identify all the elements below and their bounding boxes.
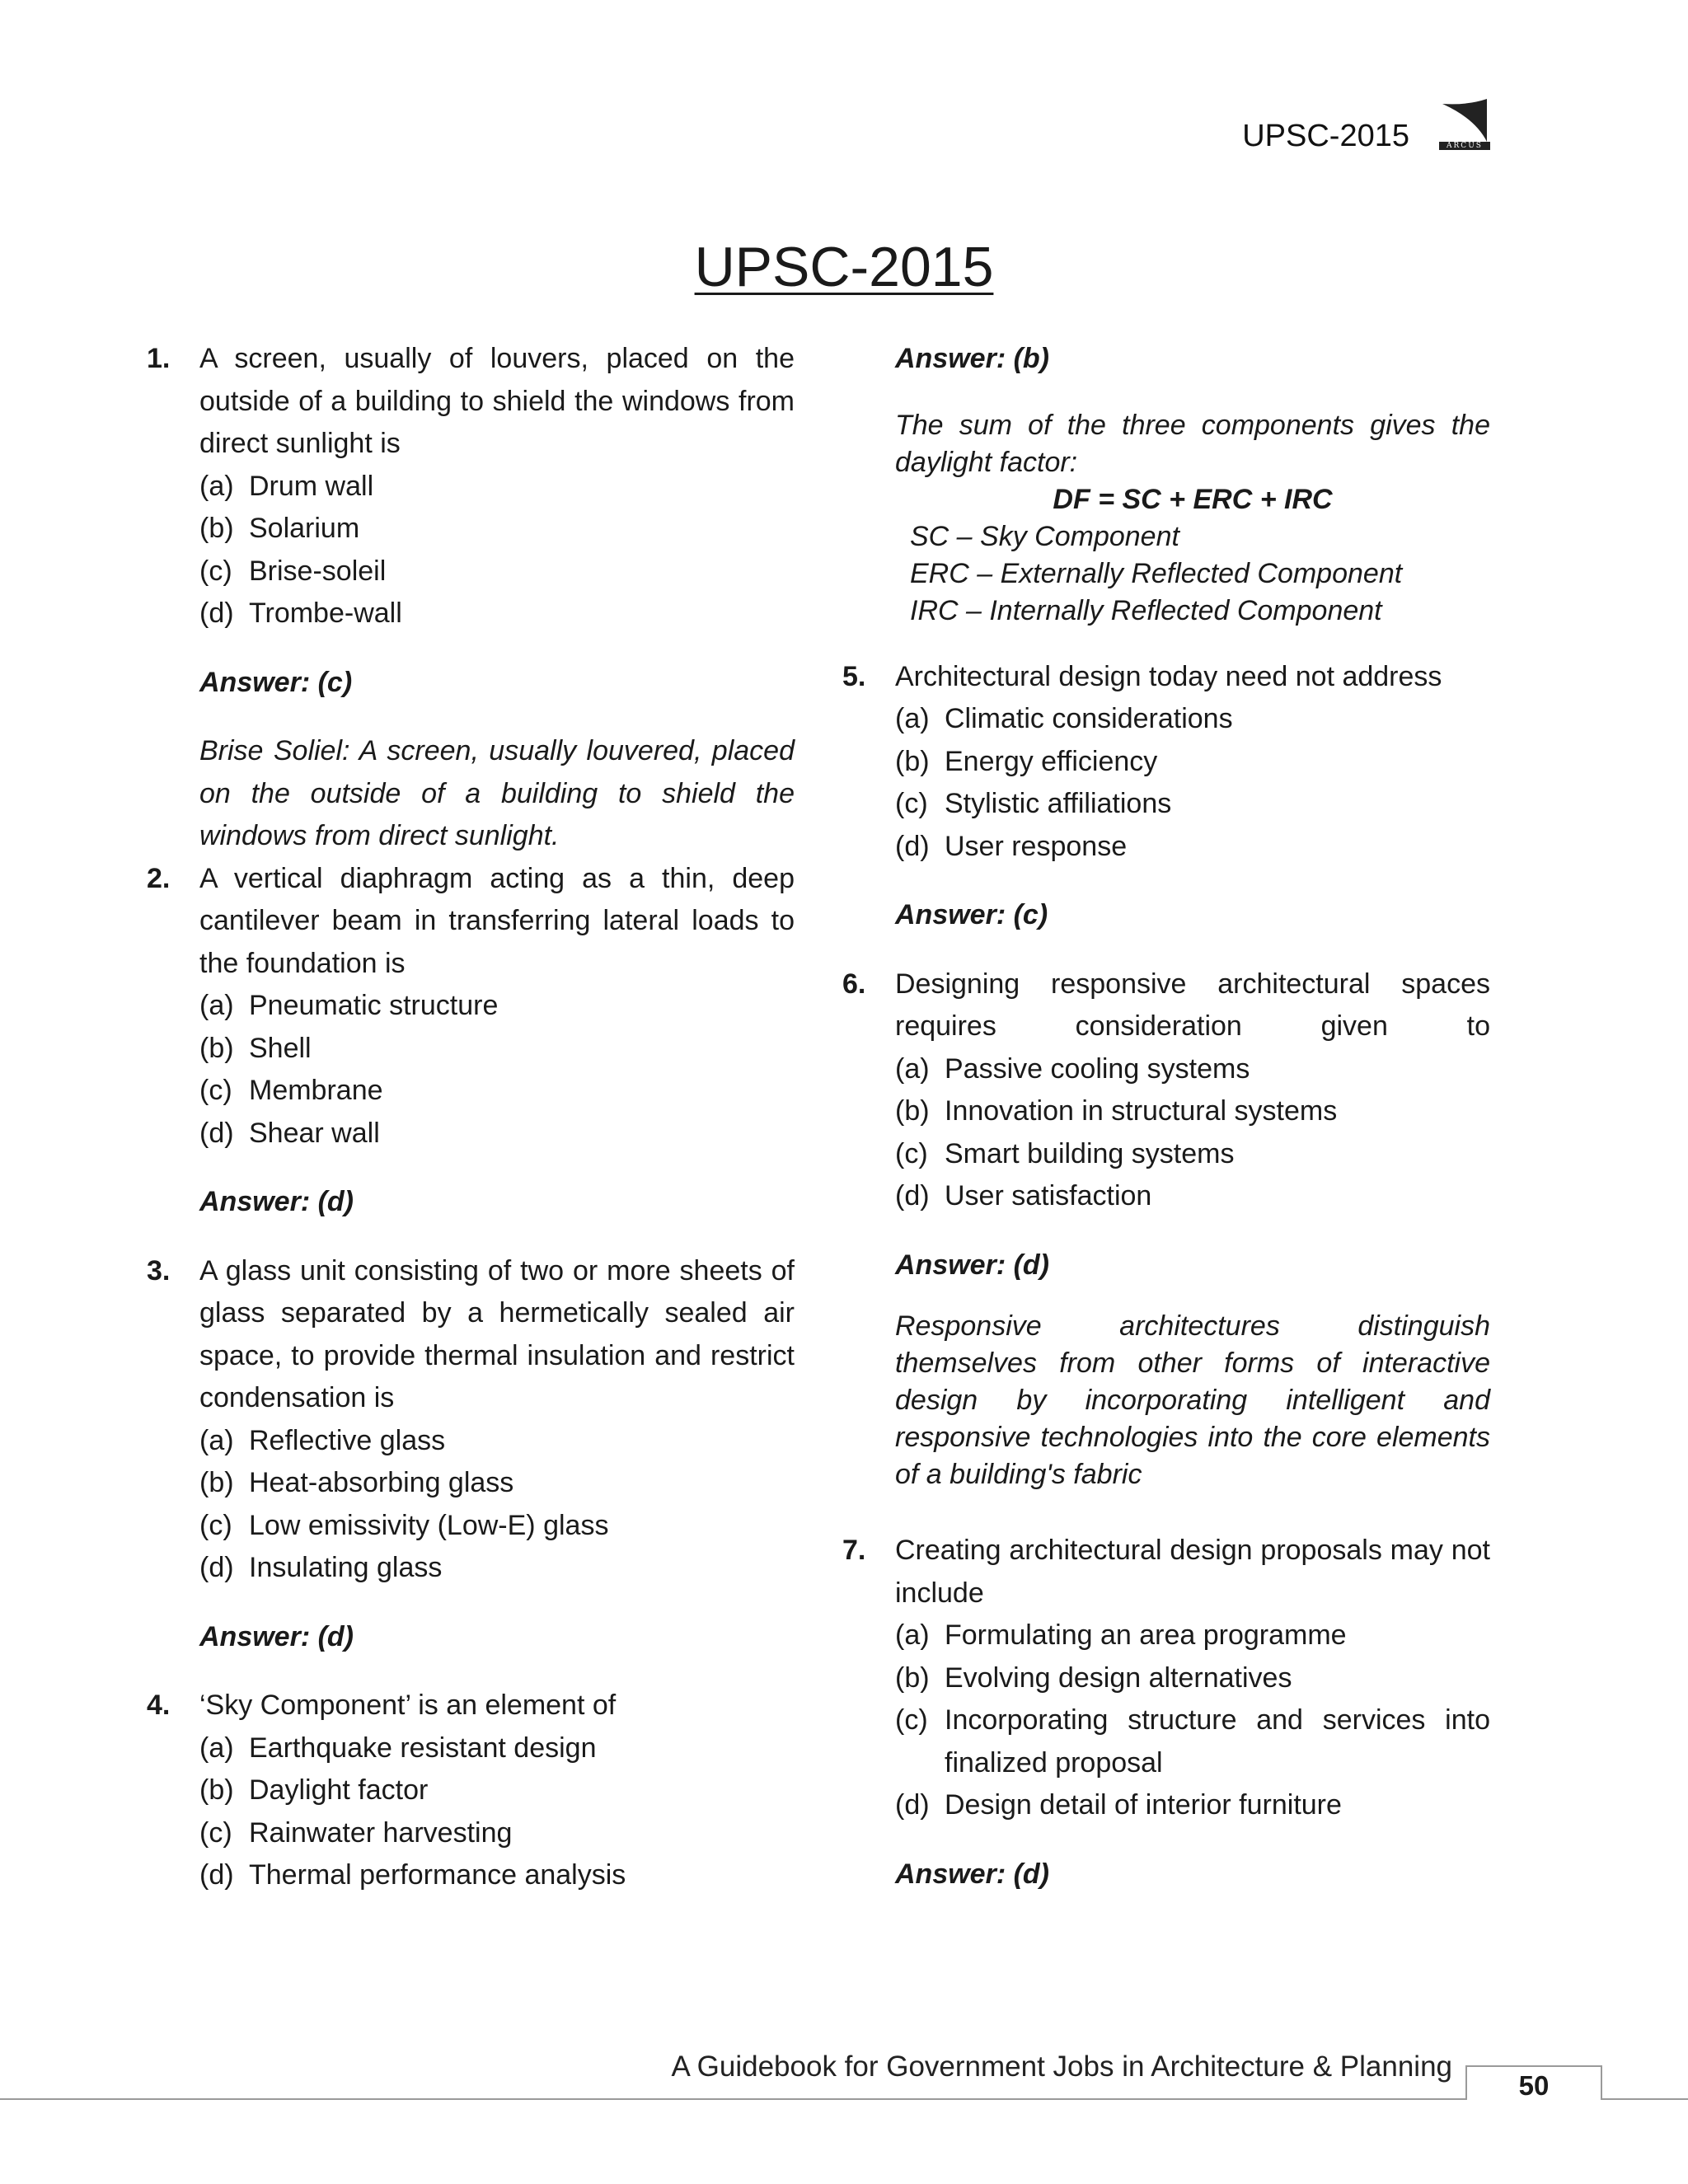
answer: Answer: (b) <box>895 343 1049 374</box>
answer: Answer: (d) <box>895 1858 1049 1890</box>
option-d: (d) Shear wall <box>199 1117 380 1149</box>
option-c: (c) Rainwater harvesting <box>199 1816 513 1849</box>
option-a: (a) Passive cooling systems <box>895 1052 1250 1085</box>
component-item: IRC – Internally Reflected Component <box>910 594 1382 626</box>
question-number: 3. <box>147 1254 171 1286</box>
component-item: ERC – Externally Reflected Component <box>910 557 1403 589</box>
option-d: (d) User satisfaction <box>895 1180 1152 1212</box>
question-6 <box>842 963 1490 1494</box>
option-c: (c) Low emissivity (Low-E) glass <box>199 1509 609 1541</box>
option-c: (c) Membrane <box>199 1075 383 1106</box>
option-a: (a) Pneumatic structure <box>199 990 499 1021</box>
question-text: Designing responsive architectural spaces requires consideration given to <box>895 968 1490 1042</box>
answer: Answer: (d) <box>895 1249 1049 1281</box>
question-3 <box>147 1250 795 1659</box>
question-4-continued <box>842 338 1490 630</box>
question-number: 7. <box>842 1535 866 1566</box>
option-a: (a) Drum wall <box>199 470 374 502</box>
option-b: (b) Innovation in structural systems <box>895 1095 1338 1127</box>
question-number: 4. <box>147 1690 171 1721</box>
publisher-logo <box>1439 97 1490 148</box>
question-number: 5. <box>842 660 866 692</box>
option-d: (d) Trombe-wall <box>199 598 402 629</box>
option-b: (b) Solarium <box>199 513 360 544</box>
question-7 <box>842 1530 1490 1896</box>
question-5 <box>842 656 1490 937</box>
option-b: (b) Evolving design alternatives <box>895 1661 1292 1694</box>
answer: Answer: (d) <box>199 1186 354 1217</box>
right-column <box>842 338 1490 1896</box>
question-1 <box>147 338 795 858</box>
option-a: (a) Formulating an area programme <box>895 1619 1347 1651</box>
option-c: (c) Incorporating structure and services into finalized proposal <box>895 1704 1490 1779</box>
question-number: 6. <box>842 968 866 1000</box>
question-4 <box>147 1685 795 1897</box>
page-title: UPSC-2015 <box>694 236 994 298</box>
option-b: (b) Daylight factor <box>199 1774 429 1806</box>
option-a: (a) Earthquake resistant design <box>199 1732 597 1764</box>
logo-mark-icon <box>1439 97 1490 148</box>
option-c: (c) Brise-soleil <box>199 555 387 587</box>
question-number: 2. <box>147 862 171 894</box>
component-item: SC – Sky Component <box>910 520 1179 552</box>
formula: DF = SC + ERC + IRC <box>1053 483 1333 515</box>
logo-text: ARCUS <box>1439 142 1490 150</box>
option-c: (c) Smart building systems <box>895 1137 1235 1169</box>
left-column <box>147 338 795 1897</box>
question-text: A glass unit consisting of two or more sheets of glass separated by a hermetically sealed air space, to provide thermal insulation and restrict condensation is <box>199 1254 795 1413</box>
option-b: (b) Heat-absorbing glass <box>199 1467 514 1498</box>
page-number: 50 <box>1518 2070 1550 2101</box>
question-2 <box>147 858 795 1224</box>
option-d: (d) User response <box>895 830 1128 862</box>
answer: Answer: (c) <box>199 666 353 698</box>
explanation: The sum of the three components gives the daylight factor: <box>895 409 1490 478</box>
question-text: ‘Sky Component’ is an element of <box>199 1690 617 1721</box>
answer: Answer: (d) <box>199 1620 354 1652</box>
explanation: Brise Soliel: A screen, usually louvered, placed on the outside of a building to shield the windows from direct sunlight. <box>199 735 795 851</box>
option-d: (d) Thermal performance analysis <box>199 1859 626 1891</box>
question-text: A screen, usually of louvers, placed on the outside of a building to shield the windows from direct sunlight is <box>199 343 795 459</box>
option-d: (d) Design detail of interior furniture <box>895 1789 1342 1821</box>
question-number: 1. <box>147 343 171 374</box>
running-header <box>1242 115 1490 157</box>
option-b: (b) Shell <box>199 1032 312 1064</box>
question-text: Architectural design today need not address <box>895 660 1442 692</box>
explanation: Responsive architectures distinguish themselves from other forms of interactive design by incorporating intelligent and responsive technologies into the core elements of a building's fabric <box>895 1310 1490 1490</box>
option-a: (a) Climatic considerations <box>895 703 1233 734</box>
option-d: (d) Insulating glass <box>199 1552 443 1583</box>
option-c: (c) Stylistic affiliations <box>895 788 1172 819</box>
footer-rule <box>0 2098 1688 2100</box>
option-a: (a) Reflective glass <box>199 1424 446 1456</box>
option-b: (b) Energy efficiency <box>895 745 1158 777</box>
answer: Answer: (c) <box>895 899 1048 930</box>
question-text: A vertical diaphragm acting as a thin, deep cantilever beam in transferring lateral loads to the foundation is <box>199 862 795 979</box>
question-text: Creating architectural design proposals may not include <box>895 1535 1490 1609</box>
header-title: UPSC-2015 <box>1242 118 1409 153</box>
footer-book-title: A Guidebook for Government Jobs in Architecture & Planning <box>671 2050 1452 2083</box>
